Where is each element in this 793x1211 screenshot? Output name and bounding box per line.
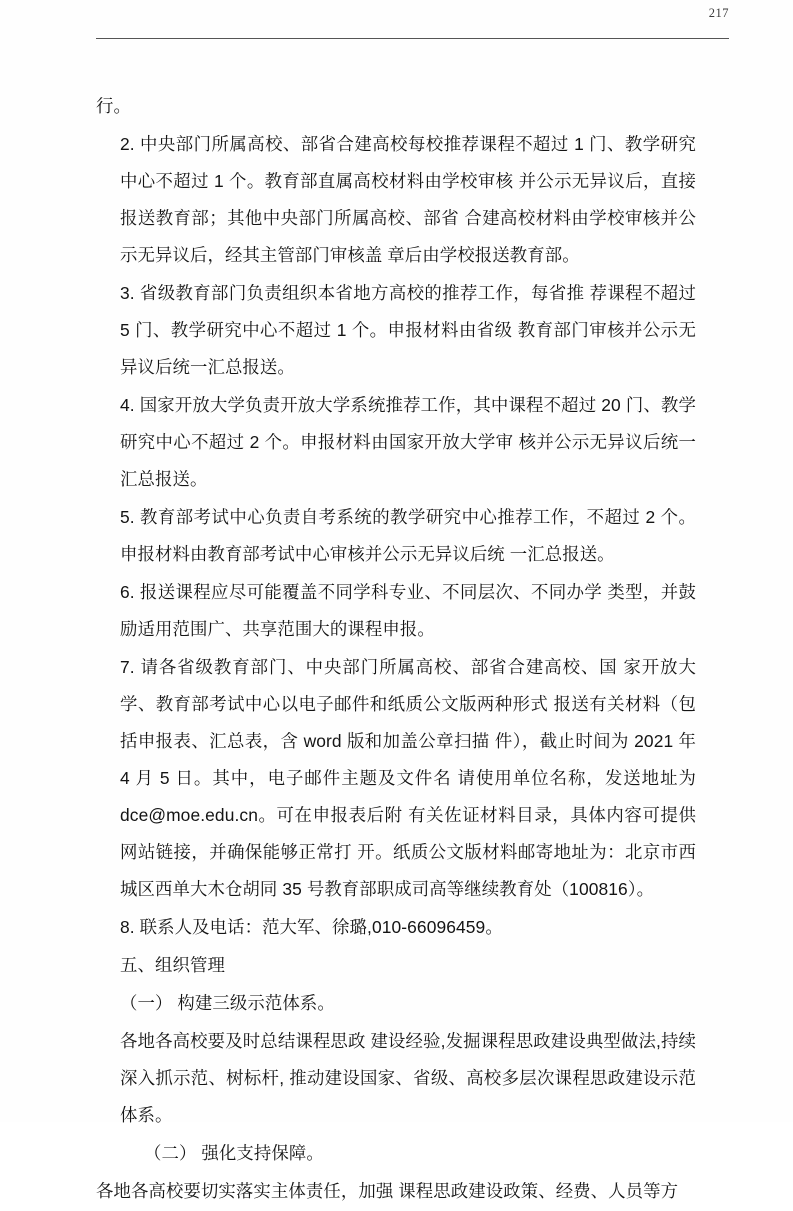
paragraph: 5. 教育部考试中心负责自考系统的教学研究中心推荐工作，不超过 2 个。申报材料由教育部考试中心审核并公示无异议后统 一汇总报送。 (120, 507, 696, 564)
document-body (96, 88, 696, 1211)
paragraph: 4. 国家开放大学负责开放大学系统推荐工作，其中课程不超过 20 门、教学研究中心不超过 2 个。申报材料由国家开放大学审 核并公示无异议后统一汇总报送。 (120, 395, 696, 489)
paragraph: 8. 联系人及电话：范大军、徐璐,010-66096459。 (120, 917, 503, 937)
paragraph: 2. 中央部门所属高校、部省合建高校每校推荐课程不超过 1 门、教学研究中心不超过 1 个。教育部直属高校材料由学校审核 并公示无异议后，直接报送教育部；其他中央部门所属高校、部省 合建高校材料由学校审核并公示无异议后，经其主管部门审核盖 章后由学校报送教育部。 (120, 134, 696, 265)
section-heading: 五、组织管理 (120, 955, 225, 975)
paragraph: 7. 请各省级教育部门、中央部门所属高校、部省合建高校、国 家开放大学、教育部考试中心以电子邮件和纸质公文版两种形式 报送有关材料（包括申报表、汇总表，含 word 版和加盖公章扫描 件），截止时间为 2021 年 4 月 5 日。其中，电子邮件主题及文件名 请使用单位名称，发送地址为 dce@moe.edu.cn。可在申报表后附 有关佐证材料目录，具体内容可提供网站链接，并确保能够正常打 开。纸质公文版材料邮寄地址为：北京市西城区西单大木仓胡同 35 号教育部职成司高等继续教育处（100816）。 (120, 657, 696, 899)
subsection-heading: （二） 强化支持保障。 (144, 1143, 324, 1163)
paragraph: 3. 省级教育部门负责组织本省地方高校的推荐工作，每省推 荐课程不超过 5 门、教学研究中心不超过 1 个。申报材料由省级 教育部门审核并公示无异议后统一汇总报送。 (120, 283, 696, 377)
page-number: 217 (708, 6, 729, 20)
paragraph: 各地各高校要及时总结课程思政 建设经验,发掘课程思政建设典型做法,持续深入抓示范、树标杆, 推动建设国家、省级、高校多层次课程思政建设示范体系。 (120, 1031, 696, 1125)
header-divider (96, 38, 729, 39)
paragraph: 各地各高校要切实落实主体责任，加强 课程思政建设政策、经费、人员等方 (96, 1181, 679, 1201)
paragraph: 行。 (96, 96, 131, 116)
paragraph: 6. 报送课程应尽可能覆盖不同学科专业、不同层次、不同办学 类型，并鼓励适用范围广、共享范围大的课程申报。 (120, 582, 696, 639)
subsection-heading: （一） 构建三级示范体系。 (120, 993, 335, 1013)
